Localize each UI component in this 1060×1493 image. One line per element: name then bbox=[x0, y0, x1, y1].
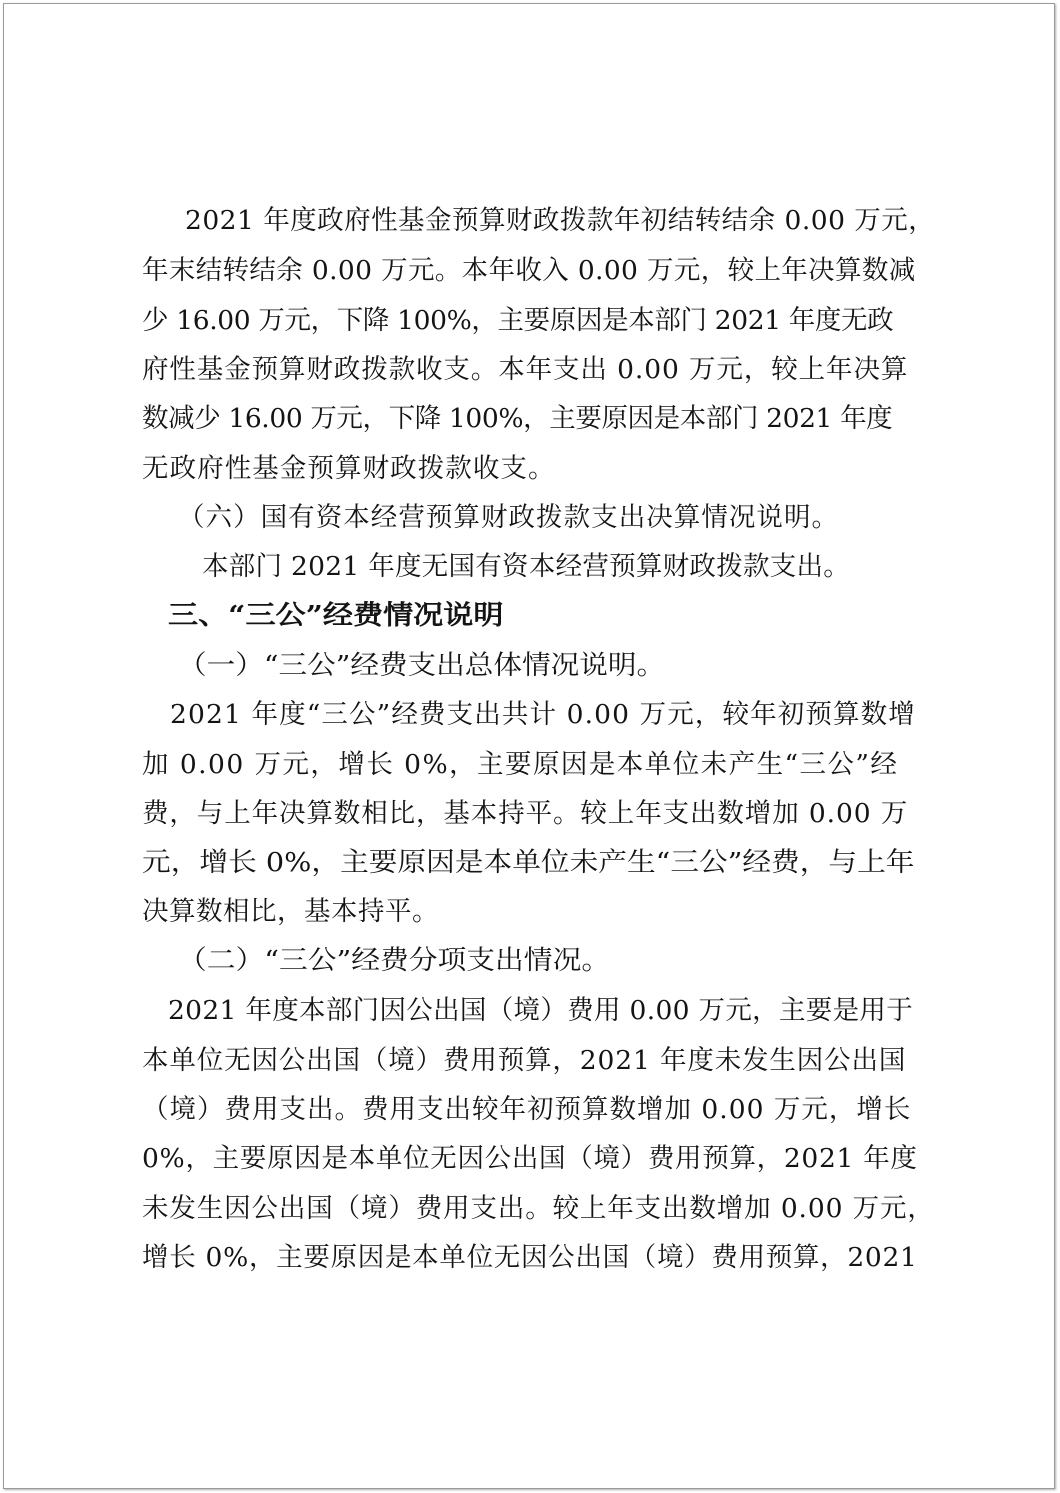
paragraph-line: 府性基金预算财政拨款收支。本年支出 0.00 万元，较上年决算 bbox=[142, 354, 909, 385]
paragraph-line: 元，增长 0%，主要原因是本单位未产生“三公”经费，与上年 bbox=[142, 847, 915, 878]
paragraph-line: 未发生因公出国（境）费用支出。较上年支出数增加 0.00 万元， bbox=[142, 1193, 935, 1224]
paragraph-line: 0%，主要原因是本单位无因公出国（境）费用预算，2021 年度 bbox=[142, 1143, 918, 1174]
paragraph-line: 加 0.00 万元，增长 0%，主要原因是本单位未产生“三公”经 bbox=[142, 749, 899, 780]
paragraph-line: 本单位无因公出国（境）费用预算，2021 年度未发生因公出国 bbox=[142, 1045, 907, 1076]
paragraph-line: 2021 年度“三公”经费支出共计 0.00 万元，较年初预算数增 bbox=[170, 699, 916, 730]
paragraph-line: 决算数相比，基本持平。 bbox=[142, 896, 439, 927]
paragraph-line: （境）费用支出。费用支出较年初预算数增加 0.00 万元，增长 bbox=[142, 1094, 912, 1125]
paragraph-line: 少 16.00 万元，下降 100%，主要原因是本部门 2021 年度无政 bbox=[142, 305, 894, 336]
section-subheading: （一）“三公”经费支出总体情况说明。 bbox=[178, 650, 666, 681]
section-subheading: （二）“三公”经费分项支出情况。 bbox=[178, 945, 611, 976]
paragraph-line: 年末结转结余 0.00 万元。本年收入 0.00 万元，较上年决算数减 bbox=[142, 255, 916, 286]
section-subheading: （六）国有资本经营预算财政拨款支出决算情况说明。 bbox=[178, 502, 840, 533]
paragraph-line: 2021 年度政府性基金预算财政拨款年初结转结余 0.00 万元， bbox=[185, 205, 936, 236]
paragraph-line: 2021 年度本部门因公出国（境）费用 0.00 万元，主要是用于 bbox=[168, 995, 914, 1026]
section-heading: 三、“三公”经费情况说明 bbox=[168, 600, 504, 631]
paragraph-line: 费，与上年决算数相比，基本持平。较上年支出数增加 0.00 万 bbox=[142, 798, 909, 829]
paragraph-line: 增长 0%，主要原因是本单位无因公出国（境）费用预算，2021 bbox=[142, 1242, 918, 1273]
paragraph-line: 无政府性基金预算财政拨款收支。 bbox=[142, 453, 556, 484]
paragraph-line: 数减少 16.00 万元，下降 100%，主要原因是本部门 2021 年度 bbox=[142, 403, 893, 434]
paragraph-line: 本部门 2021 年度无国有资本经营预算财政拨款支出。 bbox=[202, 551, 851, 582]
